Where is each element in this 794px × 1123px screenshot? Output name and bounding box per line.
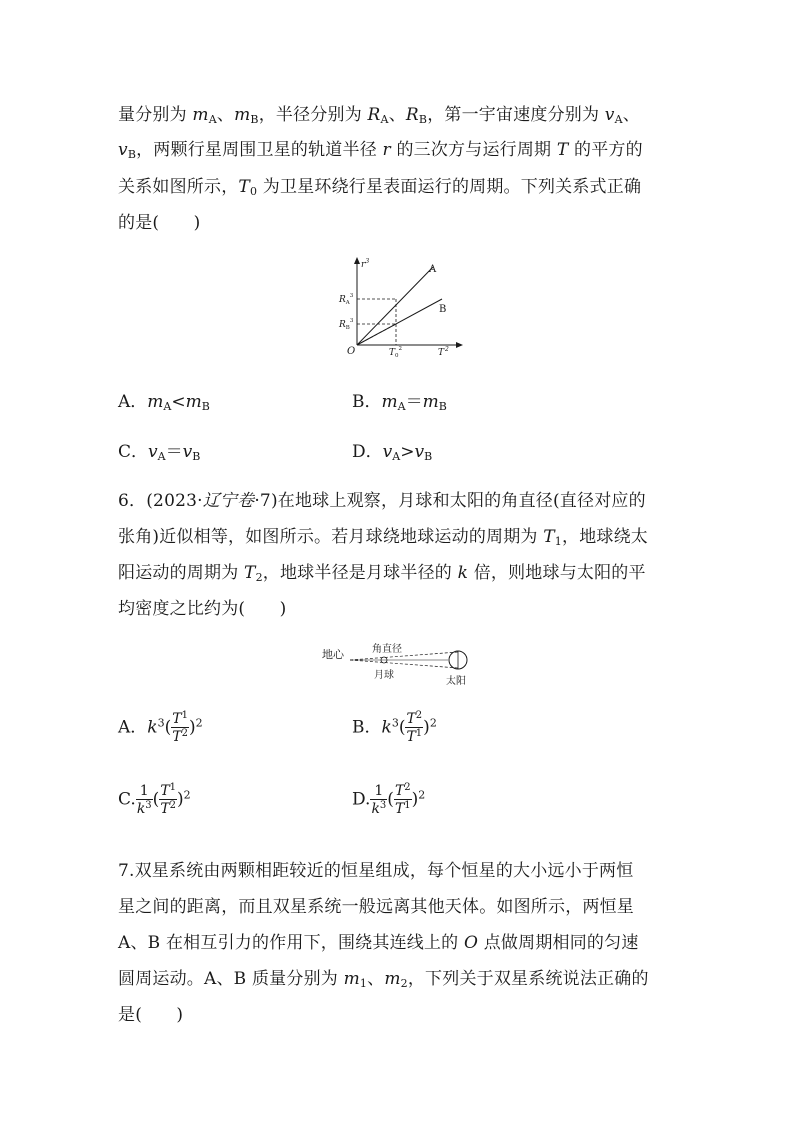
fraction: $\frac{T^1}{T^2}$ bbox=[160, 782, 177, 817]
moon-label: 月球 bbox=[374, 670, 394, 681]
q7-line-4: 圆周运动。A、B 质量分别为 $m_1$、$m_2$，下列关于双星系统说法正确的 bbox=[118, 969, 649, 990]
q6-option-b[interactable]: B．$k^3$( $\frac{T^2}{T^1}$ )$^2$ bbox=[352, 710, 437, 745]
q7-line-1: 7.双星系统由两颗相距较近的恒星组成，每个恒星的大小远小于两恒 bbox=[118, 861, 634, 881]
q5-option-a[interactable]: A．$m_A<m_B$ bbox=[118, 392, 210, 413]
sight-line-upper bbox=[350, 652, 458, 660]
q6-option-a[interactable]: A．$k^3$( $\frac{T^1}{T^2}$ )$^2$ bbox=[118, 710, 203, 745]
fraction: $\frac{T^2}{T^1}$ bbox=[394, 782, 411, 817]
y-axis-arrow bbox=[354, 257, 360, 264]
dashed-extension-b bbox=[357, 324, 396, 345]
q7-line-3: A、B 在相互引力的作用下，围绕其连线上的 O 点做周期相同的匀速 bbox=[118, 933, 639, 953]
q6-line-3: 阳运动的周期为 $T_2$，地球半径是月球半径的 k 倍，则地球与太阳的平 bbox=[118, 563, 646, 584]
q5-option-d[interactable]: D．$v_A>v_B$ bbox=[352, 442, 433, 463]
q6-option-c[interactable]: C. $\frac{1}{k^3}$ ( $\frac{T^1}{T^2}$ )$^2$ bbox=[118, 782, 191, 817]
q6-line-1: 6．(2023·辽宁卷·7)在地球上观察，月球和太阳的角直径(直径对应的 bbox=[118, 491, 646, 511]
y-axis-label: $r^3$ bbox=[361, 258, 370, 270]
line-b-label: B bbox=[439, 304, 447, 315]
q5-line-2: $v_B$，两颗行星周围卫星的轨道半径 r 的三次方与运行周期 T 的平方的 bbox=[118, 140, 643, 161]
origin-label: O bbox=[347, 346, 356, 357]
earth-center-label: 地心 bbox=[322, 648, 344, 661]
line-a bbox=[357, 267, 433, 345]
angular-diameter-diagram bbox=[318, 638, 478, 690]
angular-diameter-label: 角直径 bbox=[372, 644, 402, 655]
fraction-one-over-k3: $\frac{1}{k^3}$ bbox=[371, 783, 387, 817]
q5-line-3: 关系如图所示，$T_0$ 为卫星环绕行星表面运行的周期。下列关系式正确 bbox=[118, 177, 642, 198]
line-a-label: A bbox=[429, 264, 437, 275]
q6-line-4: 均密度之比约为( ) bbox=[118, 599, 287, 619]
q7-line-2: 星之间的距离，而且双星系统一般远离其他天体。如图所示，两恒星 bbox=[118, 897, 634, 917]
r3-t2-graph bbox=[330, 255, 470, 360]
x-axis-arrow bbox=[456, 342, 463, 348]
ra-label: $R_A^3$ bbox=[339, 293, 354, 306]
t0-label: $T_0^2$ bbox=[389, 346, 403, 359]
line-b bbox=[357, 299, 442, 345]
sun-label: 太阳 bbox=[446, 676, 466, 687]
fraction: $\frac{T^1}{T^2}$ bbox=[172, 710, 188, 745]
x-axis-label: $T^2$ bbox=[438, 346, 449, 358]
sight-line-lower bbox=[350, 660, 458, 668]
fraction-one-over-k3: $\frac{1}{k^3}$ bbox=[136, 783, 152, 817]
q5-option-c[interactable]: C．$v_A=v_B$ bbox=[118, 442, 201, 463]
fraction: $\frac{T^2}{T^1}$ bbox=[406, 710, 423, 745]
q7-line-5: 是( ) bbox=[118, 1005, 184, 1025]
rb-label: $R_B^3$ bbox=[339, 318, 354, 331]
q5-option-b[interactable]: B．$m_A=m_B$ bbox=[352, 392, 447, 413]
q5-line-4: 的是( ) bbox=[118, 213, 201, 233]
q5-line-1: 量分别为 $m_A$、$m_B$，半径分别为 $R_A$、$R_B$，第一宇宙速度分别为 $v_A$、 bbox=[118, 105, 640, 126]
q6-line-2: 张角)近似相等，如图所示。若月球绕地球运动的周期为 $T_1$，地球绕太 bbox=[118, 527, 648, 548]
q6-option-d[interactable]: D. $\frac{1}{k^3}$ ( $\frac{T^2}{T^1}$ )$^2$ bbox=[352, 782, 426, 817]
